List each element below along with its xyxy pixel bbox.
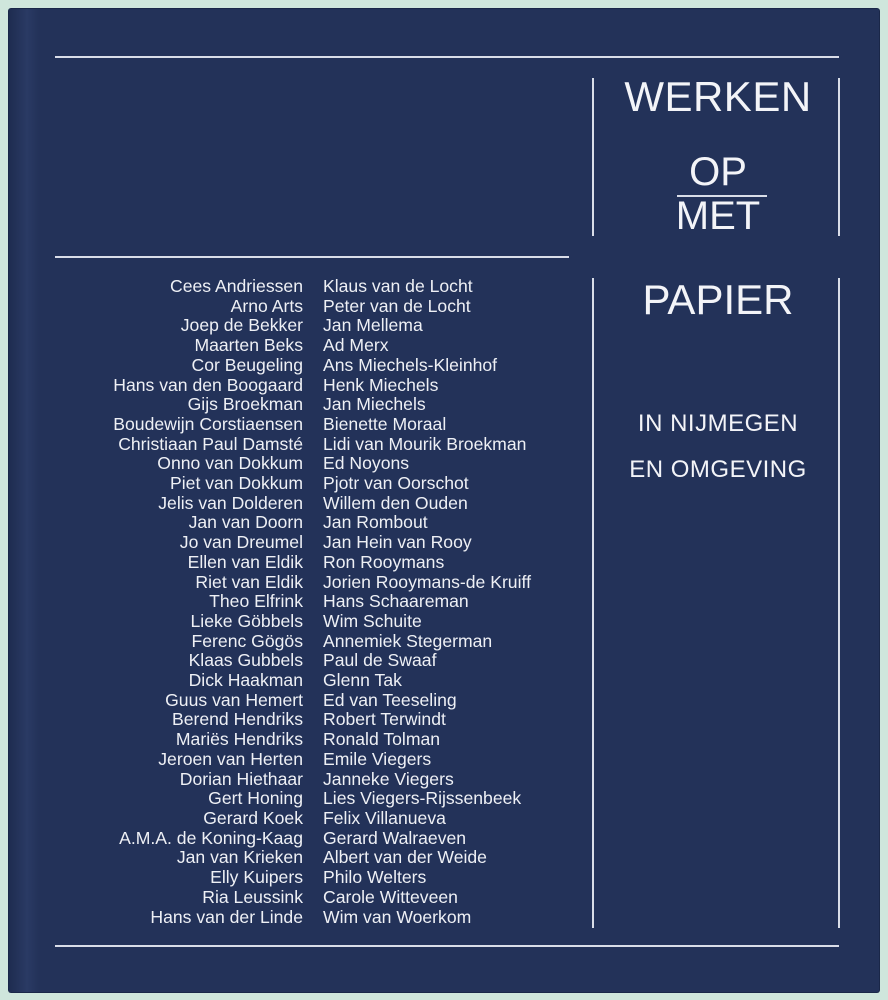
artist-name: Wim van Woerkom [323,906,472,927]
artist-name: Annemiek Stegerman [323,630,493,651]
artist-name: Gerard Walraeven [323,827,467,848]
artist-name: Ellen van Eldik [187,551,303,572]
artist-name: Ans Miechels-Kleinhof [323,354,498,375]
artist-name: Hans van den Boogaard [113,374,303,395]
artist-name: Bienette Moraal [323,413,447,434]
top-rule [55,56,839,58]
artist-name: Piet van Dokkum [170,473,303,494]
bottom-rule [55,945,839,947]
artist-name: Paul de Swaaf [323,650,437,671]
artist-name: Ad Merx [323,335,389,356]
artist-name: Maarten Beks [194,335,303,356]
book-spine [9,9,39,992]
artist-name: Ed Noyons [323,453,410,474]
artist-name: Philo Welters [323,867,427,888]
artist-name: Joep de Bekker [180,315,303,336]
artist-name: Christiaan Paul Damsté [118,433,303,454]
artist-name: Wim Schuite [323,610,422,631]
artist-list-right [323,277,531,927]
title-werken: WERKEN [624,73,812,120]
artist-name: Ria Leussink [202,886,303,907]
artist-name: Jo van Dreumel [179,532,303,553]
artist-name: Klaus van de Locht [323,276,473,296]
artist-name: Carole Witteveen [323,886,458,907]
artist-name: Boudewijn Corstiaensen [113,413,303,434]
artist-name: Jelis van Dolderen [158,492,303,513]
artist-name: Jan van Doorn [188,512,303,533]
artist-name: Jorien Rooymans-de Kruiff [323,571,531,592]
artist-name: Ferenc Gögös [191,630,303,651]
artist-name: Jeroen van Herten [158,748,303,769]
artist-name: Arno Arts [230,295,303,316]
subtitle-en-omgeving: EN OMGEVING [629,456,807,483]
artist-name: Jan Hein van Rooy [323,532,472,553]
artist-name: Hans van der Linde [150,906,303,927]
artist-name: Ron Rooymans [323,551,445,572]
artist-list-left [113,277,303,927]
artist-name: Berend Hendriks [171,709,303,730]
artist-name: Elly Kuipers [210,867,303,888]
artist-name: Pjotr van Oorschot [323,473,469,494]
artist-name: Dick Haakman [188,670,303,691]
artist-name: Jan Miechels [323,394,426,415]
artist-name: Lieke Göbbels [190,610,303,631]
artist-name: Gijs Broekman [187,394,303,415]
artist-name: Hans Schaareman [323,591,469,612]
artist-name: Ronald Tolman [323,729,441,750]
artist-name: A.M.A. de Koning-Kaag [119,827,303,848]
title-op: OP [689,150,747,194]
subtitle-in-nijmegen: IN NIJMEGEN [637,410,799,437]
artist-name: Klaas Gubbels [188,650,303,671]
artist-name: Guus van Hemert [165,689,303,710]
title-met: MET [675,194,761,238]
title-right-rule-upper [838,78,840,236]
title-right-rule-lower [838,278,840,928]
artist-name: Gerard Koek [203,807,303,828]
artist-name: Glenn Tak [323,670,402,691]
artist-name: Emile Viegers [323,748,432,769]
title-left-rule-lower [592,278,594,928]
artist-name: Felix Villanueva [323,807,446,828]
artist-name: Lies Viegers-Rijssenbeek [323,788,522,809]
artist-name: Cor Beugeling [191,354,303,375]
title-left-rule-upper [592,78,594,236]
artist-name: Peter van de Locht [323,295,471,316]
artist-name: Cees Andriessen [169,276,303,296]
artist-name: Theo Elfrink [209,591,303,612]
artist-name: Riet van Eldik [195,571,303,592]
artist-name: Onno van Dokkum [157,453,303,474]
artist-name: Ed van Teeseling [323,689,457,710]
artist-name: Robert Terwindt [323,709,446,730]
artist-name: Jan van Krieken [176,847,303,868]
artist-name: Dorian Hiethaar [179,768,303,789]
artist-name: Willem den Ouden [323,492,468,513]
artist-name: Albert van der Weide [323,847,487,868]
artist-name: Jan Mellema [323,315,423,336]
artist-name: Lidi van Mourik Broekman [323,433,527,454]
artist-name: Mariës Hendriks [175,729,303,750]
title-papier: PAPIER [642,276,794,323]
middle-left-rule [55,256,569,258]
artist-name: Janneke Viegers [323,768,454,789]
artist-name: Jan Rombout [323,512,428,533]
artist-name: Gert Honing [208,788,303,809]
artist-name: Henk Miechels [323,374,439,395]
